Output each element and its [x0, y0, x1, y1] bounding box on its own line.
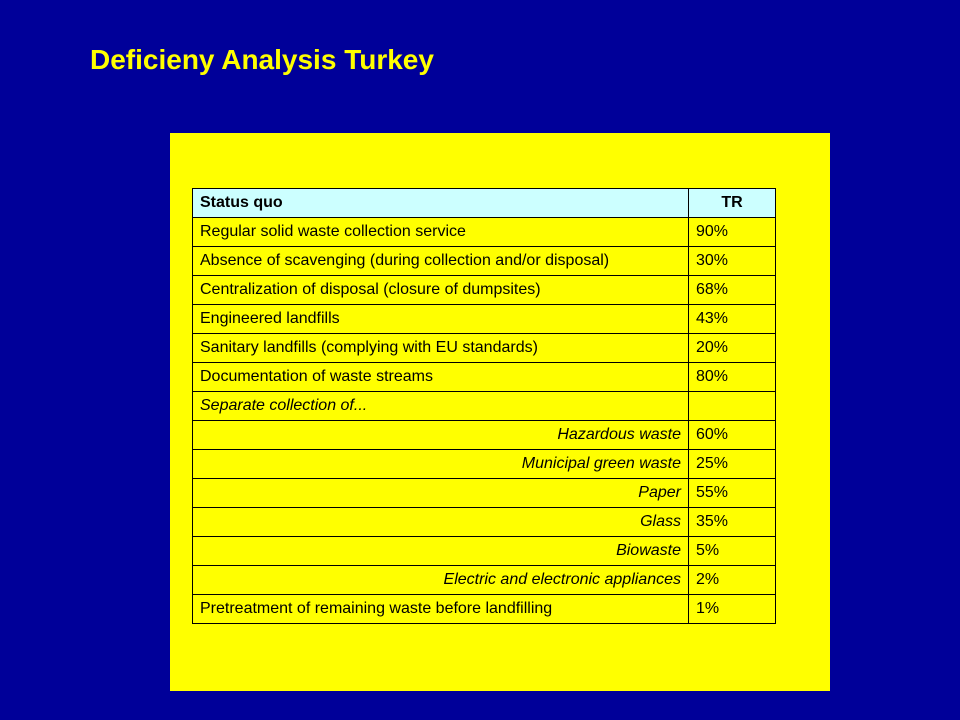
row-value: 90%: [689, 218, 776, 247]
row-value: 80%: [689, 363, 776, 392]
table-row: [193, 508, 776, 537]
row-label: Hazardous waste: [193, 421, 689, 450]
row-value: 35%: [689, 508, 776, 537]
row-label: Pretreatment of remaining waste before landfilling: [193, 595, 689, 624]
table-panel: [170, 133, 830, 691]
row-value: [689, 392, 776, 421]
row-label: Municipal green waste: [193, 450, 689, 479]
row-label: Electric and electronic appliances: [193, 566, 689, 595]
table-row: [193, 392, 776, 421]
column-header-status-quo: Status quo: [193, 189, 689, 218]
row-label: Engineered landfills: [193, 305, 689, 334]
table-row: [193, 247, 776, 276]
table-row: [193, 218, 776, 247]
table-row: [193, 363, 776, 392]
table-row: [193, 595, 776, 624]
table-body: [193, 218, 776, 624]
table-row: [193, 421, 776, 450]
row-label: Sanitary landfills (complying with EU standards): [193, 334, 689, 363]
row-value: 68%: [689, 276, 776, 305]
row-value: 55%: [689, 479, 776, 508]
row-label: Biowaste: [193, 537, 689, 566]
row-label: Paper: [193, 479, 689, 508]
table-header-row: [193, 189, 776, 218]
row-value: 30%: [689, 247, 776, 276]
row-label: Absence of scavenging (during collection and/or disposal): [193, 247, 689, 276]
status-table: [192, 188, 776, 624]
row-value: 5%: [689, 537, 776, 566]
row-label: Documentation of waste streams: [193, 363, 689, 392]
row-label: Glass: [193, 508, 689, 537]
row-value: 2%: [689, 566, 776, 595]
row-value: 25%: [689, 450, 776, 479]
row-label: Separate collection of...: [193, 392, 689, 421]
row-value: 20%: [689, 334, 776, 363]
row-label: Centralization of disposal (closure of dumpsites): [193, 276, 689, 305]
row-value: 1%: [689, 595, 776, 624]
table-row: [193, 479, 776, 508]
table-row: [193, 305, 776, 334]
table-row: [193, 334, 776, 363]
table-row: [193, 566, 776, 595]
table-row: [193, 537, 776, 566]
column-header-tr: TR: [689, 189, 776, 218]
table-row: [193, 276, 776, 305]
row-label: Regular solid waste collection service: [193, 218, 689, 247]
table-row: [193, 450, 776, 479]
row-value: 60%: [689, 421, 776, 450]
slide-title: Deficieny Analysis Turkey: [90, 44, 434, 75]
row-value: 43%: [689, 305, 776, 334]
